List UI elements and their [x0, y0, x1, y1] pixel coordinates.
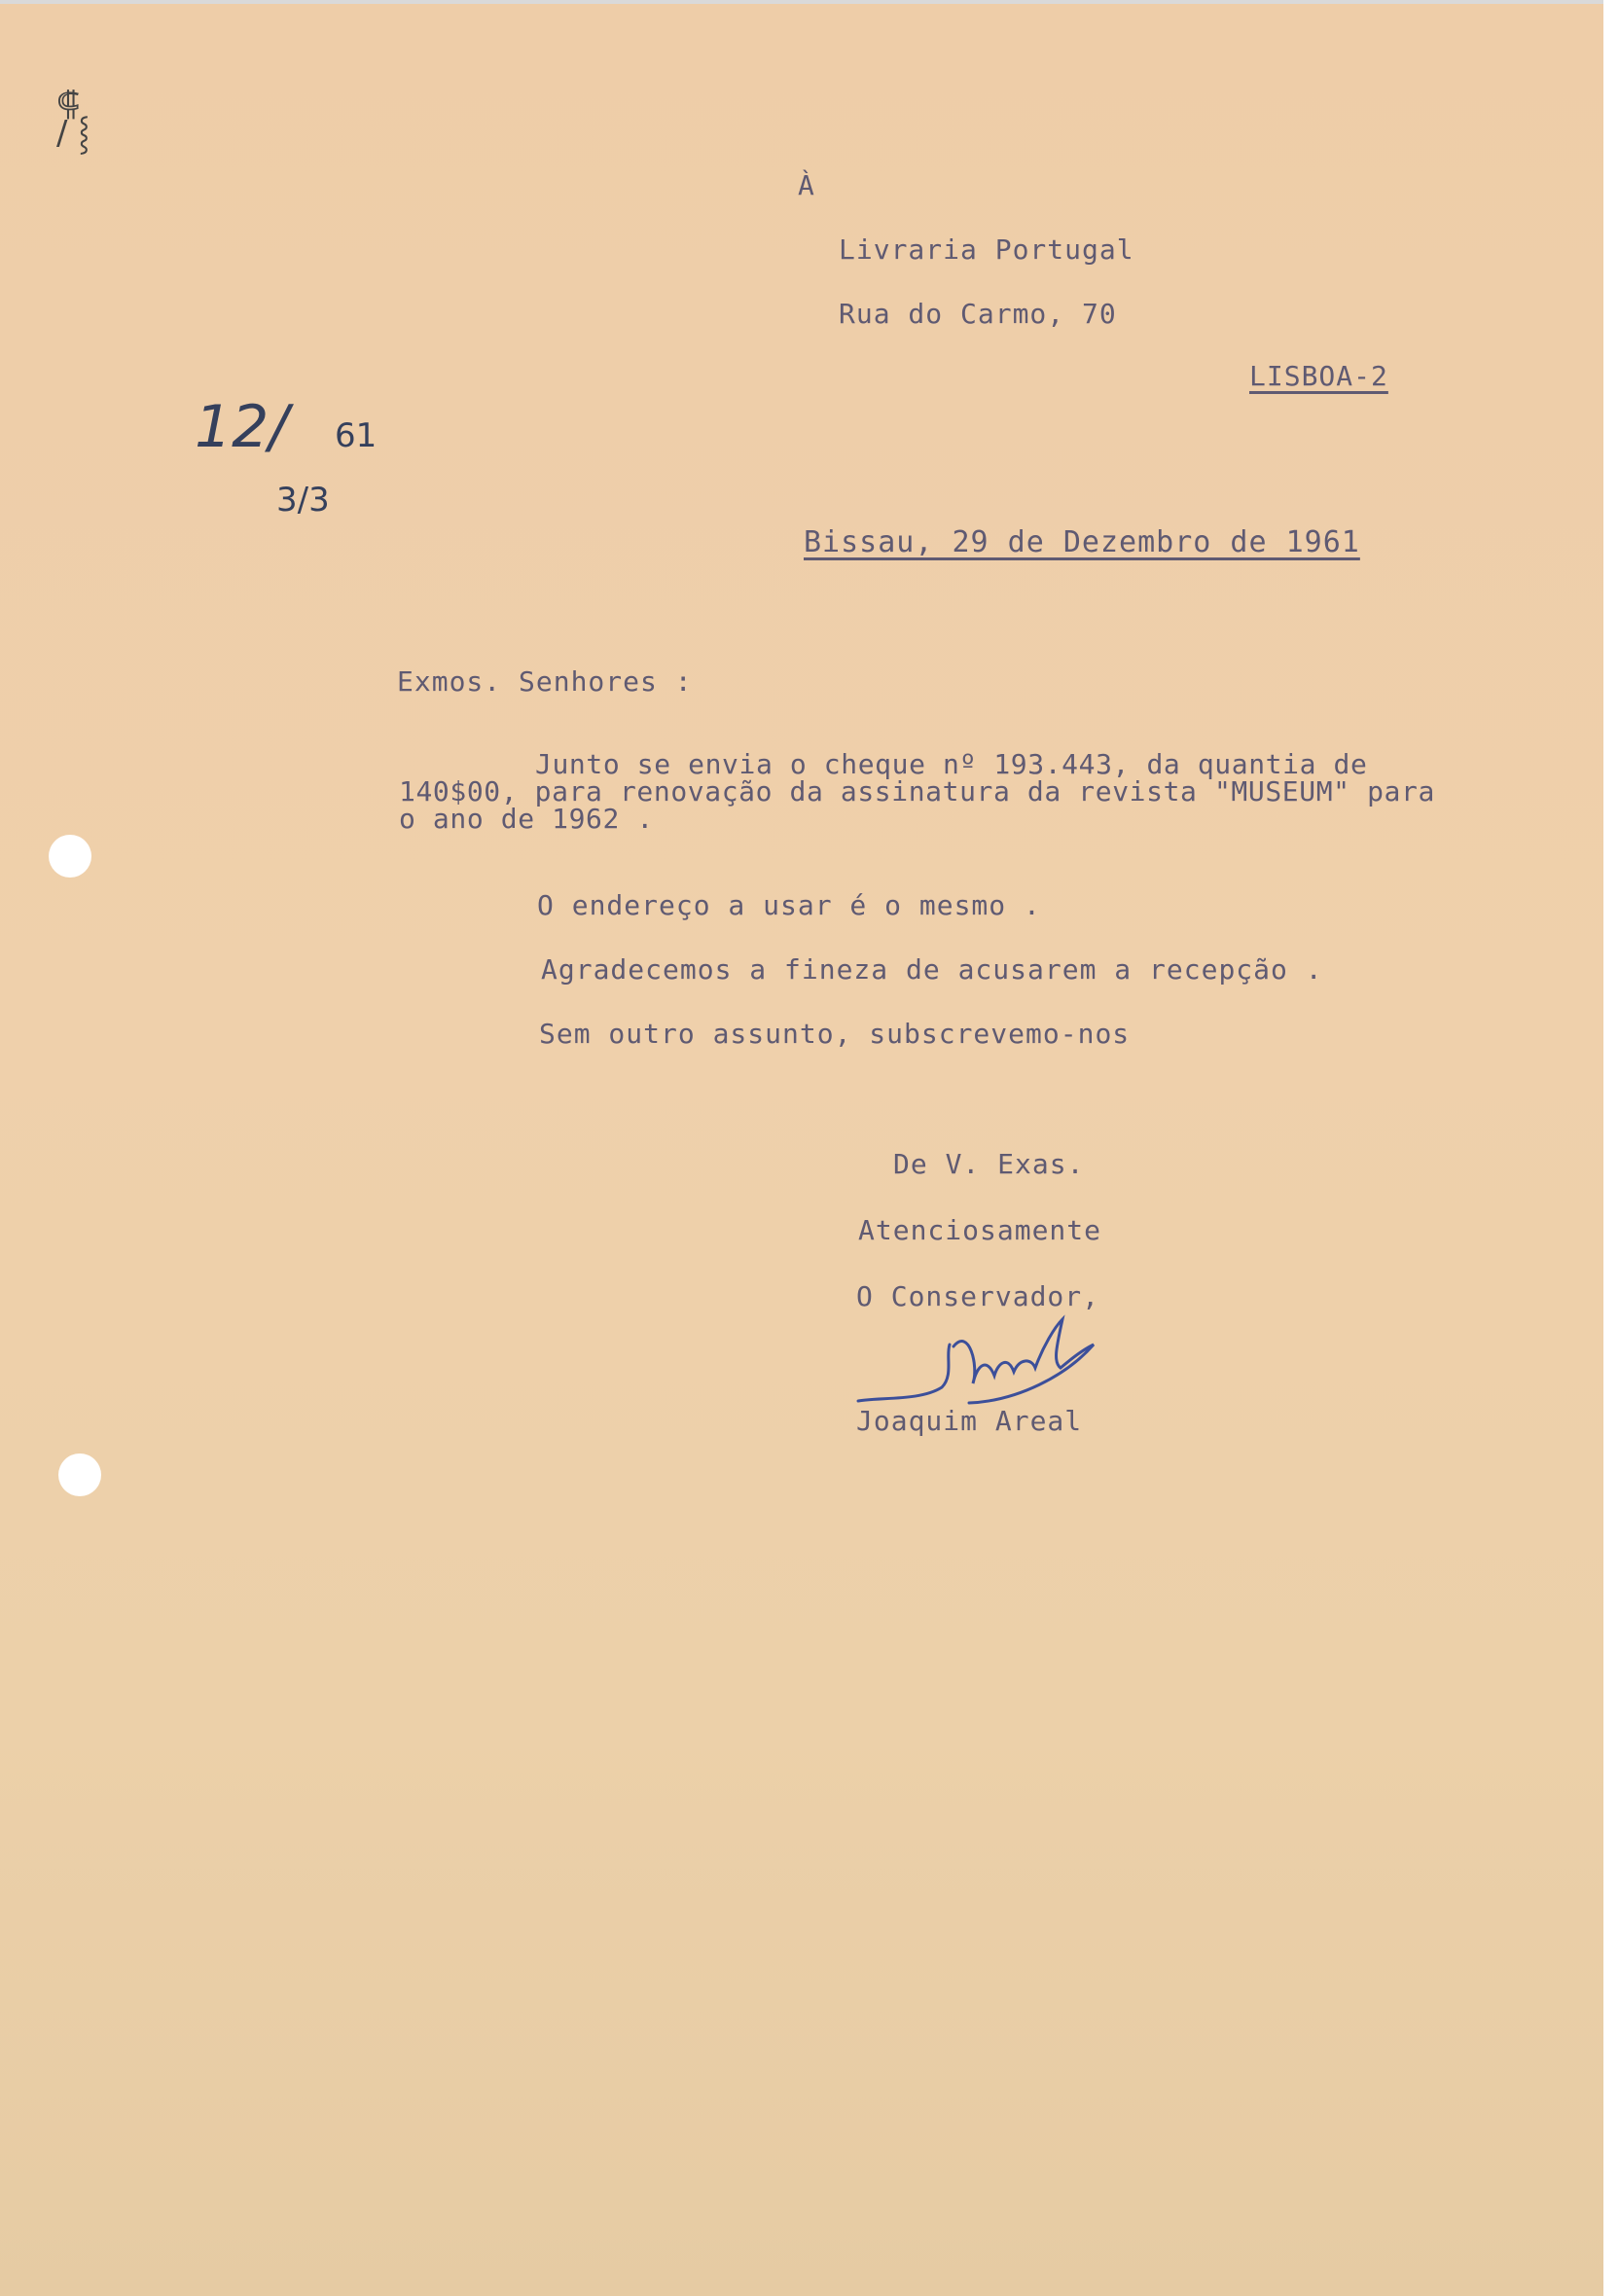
punch-hole-upper — [49, 835, 91, 878]
body-para2: O endereço a usar é o mesmo . — [537, 889, 1041, 921]
salutation: Exmos. Senhores : — [397, 665, 693, 698]
body-para4: Sem outro assunto, subscrevemo-nos — [539, 1018, 1131, 1050]
margin-mark: ⸿ / ⸾ — [56, 85, 90, 153]
reference-year: 61 — [335, 416, 378, 455]
date-line: Bissau, 29 de Dezembro de 1961 — [804, 525, 1360, 559]
body-para1-line1: Junto se envia o cheque nº 193.443, da quantia de — [535, 748, 1368, 780]
address-city: LISBOA-2 — [1249, 360, 1388, 392]
address-to: À — [798, 169, 815, 201]
body-para1-line2: 140$00, para renovação da assinatura da revista "MUSEUM" para — [399, 775, 1435, 807]
closing-line3: O Conservador, — [856, 1280, 1100, 1312]
closing-line2: Atenciosamente — [858, 1214, 1102, 1246]
punch-hole-lower — [58, 1453, 101, 1496]
reference-sub: 3/3 — [276, 481, 330, 520]
body-para1-line3: o ano de 1962 . — [399, 803, 654, 835]
signature-scribble — [852, 1308, 1105, 1415]
signatory-name: Joaquim Areal — [856, 1405, 1083, 1437]
body-para3: Agradecemos a fineza de acusarem a recepção . — [541, 953, 1323, 986]
closing-line1: De V. Exas. — [893, 1148, 1085, 1180]
reference-number: 12/ — [195, 393, 289, 461]
address-street: Rua do Carmo, 70 — [839, 298, 1117, 330]
letter-body — [399, 748, 1596, 835]
address-name: Livraria Portugal — [839, 233, 1134, 266]
page-margin — [1603, 0, 1619, 2296]
